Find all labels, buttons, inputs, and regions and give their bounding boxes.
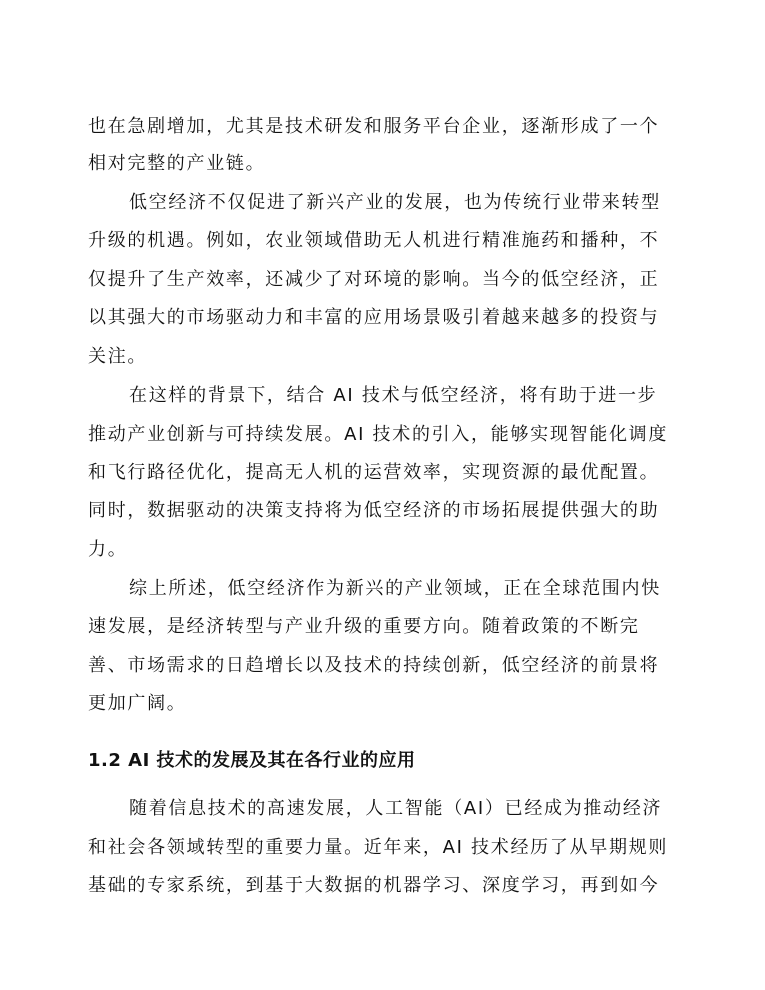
paragraph-line: 相对完整的产业链。 xyxy=(88,153,266,174)
paragraph-line: 推动产业创新与可持续发展。AI 技术的引入，能够实现智能化调度 xyxy=(88,424,669,445)
paragraph-line: 综上所述，低空经济作为新兴的产业领域，正在全球范围内快 xyxy=(129,578,661,599)
paragraph-line: 关注。 xyxy=(88,346,148,367)
section-heading: 1.2 AI 技术的发展及其在各行业的应用 xyxy=(88,750,416,771)
paragraph-line: 以其强大的市场驱动力和丰富的应用场景吸引着越来越多的投资与 xyxy=(88,307,660,328)
paragraph-line: 也在急剧增加，尤其是技术研发和服务平台企业，逐渐形成了一个 xyxy=(88,116,660,137)
paragraph-line: 仅提升了生产效率，还减少了对环境的影响。当今的低空经济，正 xyxy=(88,269,660,290)
paragraph-line: 更加广阔。 xyxy=(88,693,187,714)
paragraph-line: 同时，数据驱动的决策支持将为低空经济的市场拓展提供强大的助 xyxy=(88,500,660,521)
paragraph-line: 力。 xyxy=(88,539,128,560)
paragraph-line: 升级的机遇。例如，农业领域借助无人机进行精准施药和播种，不 xyxy=(88,230,660,251)
paragraph-line: 随着信息技术的高速发展，人工智能（AI）已经成为推动经济 xyxy=(129,798,663,819)
paragraph-line: 善、市场需求的日趋增长以及技术的持续创新，低空经济的前景将 xyxy=(88,655,660,676)
paragraph-line: 和飞行路径优化，提高无人机的运营效率，实现资源的最优配置。 xyxy=(88,462,660,483)
paragraph-line: 低空经济不仅促进了新兴产业的发展，也为传统行业带来转型 xyxy=(129,192,661,213)
paragraph-line: 和社会各领域转型的重要力量。近年来，AI 技术经历了从早期规则 xyxy=(88,837,669,858)
paragraph-line: 速发展，是经济转型与产业升级的重要方向。随着政策的不断完 xyxy=(88,616,640,637)
paragraph-line: 在这样的背景下，结合 AI 技术与低空经济，将有助于进一步 xyxy=(129,385,658,406)
paragraph-line: 基础的专家系统，到基于大数据的机器学习、深度学习，再到如今 xyxy=(88,875,660,896)
